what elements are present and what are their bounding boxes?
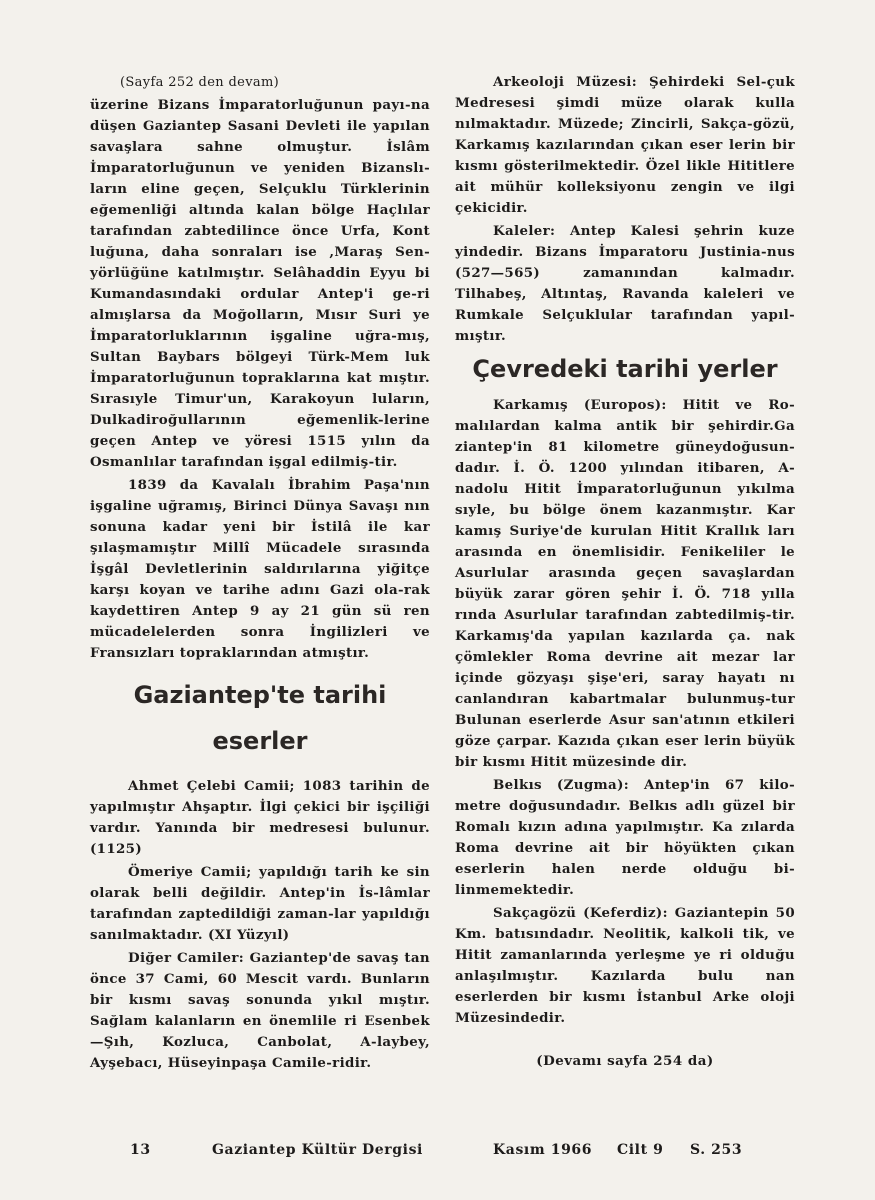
heading-line-1: Gaziantep'te tarihi — [133, 681, 387, 709]
section-heading-historic-works — [90, 672, 430, 764]
footer-number: 13 — [130, 1142, 151, 1158]
footer-date: Kasım 1966 — [493, 1142, 593, 1158]
paragraph-ahmet-celebi: Ahmet Çelebi Camii; 1083 tarihin de yapılmıştır Ahşaptır. İlgi çekici bir işçiliği vardır. Yanında bir medresesi bulunur. (1125) — [90, 778, 430, 857]
section-heading-surroundings: Çevredeki tarihi yerler — [472, 355, 778, 383]
footer-magazine-title: Gaziantep Kültür Dergisi — [212, 1142, 423, 1158]
paragraph-karkamis: Karkamış (Europos): Hitit ve Ro-malılardan kalma antik bir şehirdir.Ga ziantep'in 81 kilometre güneydoğusun-dadır. İ. Ö. 1200 yılından itibaren, A-nadolu Hitit İmparatorluğunun yıkılma sıyle, bu bölge önem kazanmıştır. Kar kamış Suriye'de kurulan Hitit Krallık ları arasında en önemlisidir. Fenikeliler le Asurlular arasında geçen savaşlardan büyük zarar gören şehir İ. Ö. 718 yılla rında Asurlular tarafından zabtedilmiş-tir. Karkamış'da yapılan kazılarda ça. nak çömlekler Roma devrine ait mezar lar içinde gözyaşı şişe'eri, saray hayatı nı canlandıran kabartmalar bulunmuş-tur Bulunan eserlerde Asur san'atının etkileri göze çarpar. Kazıda çıkan eser lerin büyük bir kısmı Hitit müzesinde dir. — [455, 397, 795, 770]
paragraph-castles: Kaleler: Antep Kalesi şehrin kuze yindedir. Bizans İmparatoru Justinia-nus (527—565) zamanından kalmadır. Tilhabeş, Altıntaş, Ravanda kaleleri ve Rumkale Selçuklular tarafından yapıl-mıştır. — [455, 223, 795, 344]
footer-page-number: S. 253 — [690, 1142, 743, 1158]
paragraph-belkis: Belkıs (Zugma): Antep'in 67 kilo-metre doğusundadır. Belkıs adlı güzel bir Romalı kızın adına yapılmıştır. Ka zılarda Roma devrine ait bir höyükten çıkan eserlerin halen nerde olduğu bi-linmemektedir. — [455, 777, 795, 898]
paragraph-1839: 1839 da Kavalalı İbrahim Paşa'nın işgaline uğramış, Birinci Dünya Savaşı nın sonuna kadar yeni bir İstilâ ile kar şılaşmamıştır Millî Mücadele sırasında İşgâl Devletlerinin saldırılarına yiğitçe karşı koyan ve tarihe adını Gazi ola-rak kaydettiren Antep 9 ay 21 gün sü ren mücadelelerden sonra İngilizleri ve Fransızları topraklarından atmıştır. — [90, 477, 430, 661]
paragraph-sakcagozu: Sakçagözü (Keferdiz): Gaziantepin 50 Km. batısındadır. Neolitik, kalkoli tik, ve Hitit zamanlarında yerleşme ye ri olduğu anlaşılmıştır. Kazılarda bulu nan eserlerden bir kısmı İstanbul Arke oloji Müzesindedir. — [455, 905, 795, 1026]
footer-volume: Cilt 9 — [617, 1142, 664, 1158]
continued-next-note: (Devamı sayfa 254 da) — [536, 1053, 714, 1069]
left-column — [90, 72, 430, 1076]
paragraph-other-mosques: Diğer Camiler: Gaziantep'de savaş tan önce 37 Cami, 60 Mescit vardı. Bunların bir kısmı savaş sonunda yıkıl mıştır. Sağlam kalanların en önemlile ri Esenbek—Şıh, Kozluca, Canbolat, A-laybey, Ayşebacı, Hüseyinpaşa Camile-ridir. — [90, 950, 430, 1071]
continued-note: (Sayfa 252 den devam) — [120, 75, 280, 90]
right-column — [455, 72, 795, 1069]
heading-line-2: eserler — [212, 727, 308, 755]
paragraph-museum: Arkeoloji Müzesi: Şehirdeki Sel-çuk Medresesi şimdi müze olarak kulla nılmaktadır. Müzede; Zincirli, Sakça-gözü, Karkamış kazılarından çıkan eser lerin bir kısmı gösterilmektedir. Özel likle Hititlere ait mühür kolleksiyonu zengin ve ilgi çekicidir. — [455, 74, 795, 216]
paragraph-omeriye: Ömeriye Camii; yapıldığı tarih ke sin olarak belli değildir. Antep'in İs-lâmlar tarafından zaptedildiği zaman-lar yapıldığı sanılmaktadır. (XI Yüzyıl) — [90, 864, 430, 943]
paragraph-history: üzerine Bizans İmparatorluğunun payı-na düşen Gaziantep Sasani Devleti ile yapılan savaşlara sahne olmuştur. İslâm İmparatorluğunun ve yeniden Bizanslı-ların eline geçen, Selçuklu Türklerinin eğemenliği altında kalan bölge Haçlılar tarafından zabtedilince önce Urfa, Kont luğuna, daha sonraları ise ,Maraş Sen-yörlüğüne katılmıştır. Selâhaddin Eyyu bi Kumandasındaki ordular Antep'i ge-ri almışlarsa da Moğolların, Mısır Suri ye İmparatorluklarının işgaline uğra-mış, Sultan Baybars bölgeyi Türk-Mem luk İmparatorluğunun topraklarına kat mıştır. Sırasıyle Timur'un, Karakoyun luların, Dulkadiroğullarının eğemenlik-lerine geçen Antep ve yöresi 1515 yılın da Osmanlılar tarafından işgal edilmiş-tir. — [90, 97, 430, 470]
